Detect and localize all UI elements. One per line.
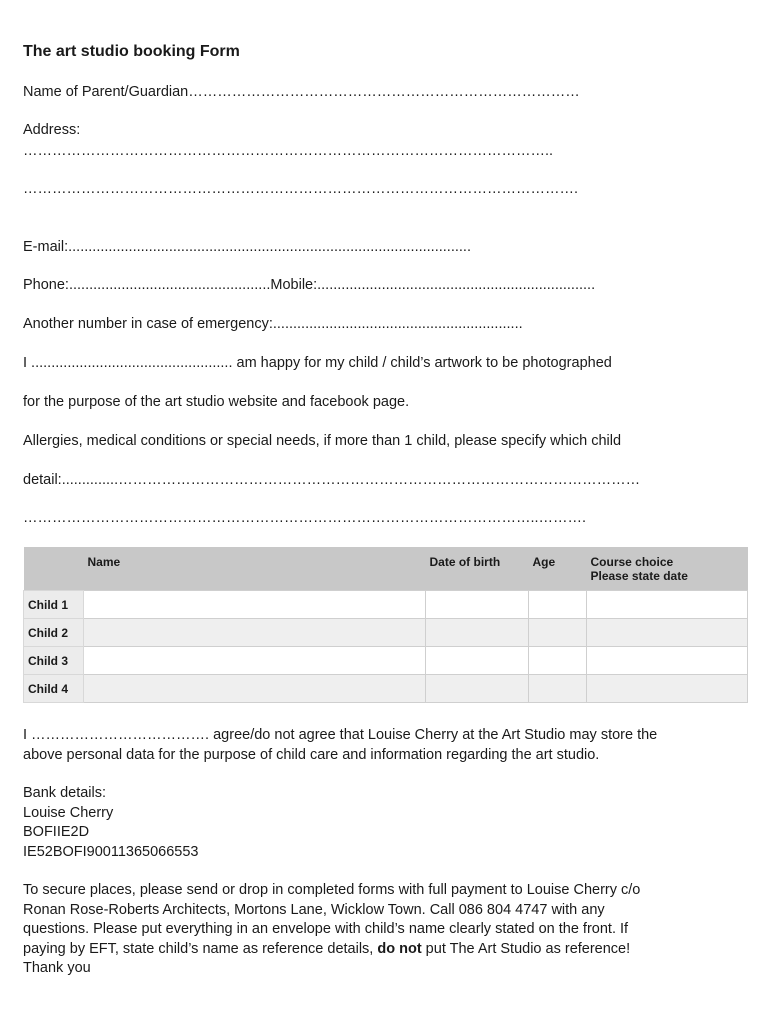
child-name-cell[interactable]: [84, 675, 426, 703]
address-line-1[interactable]: ………………………………………………………………………………………………..: [23, 143, 554, 159]
child-dob-cell[interactable]: [426, 675, 529, 703]
child-dob-cell[interactable]: [426, 591, 529, 619]
detail-field[interactable]: detail:..............………………………………………………………………………………………………: [23, 472, 641, 488]
child-course-cell[interactable]: [587, 591, 748, 619]
header-name: Name: [84, 547, 426, 591]
table-row: [24, 647, 748, 675]
child-age-cell[interactable]: [529, 619, 587, 647]
instructions-emphasis: do not: [377, 940, 422, 957]
header-course-line1: Course choice: [590, 555, 674, 569]
data-consent-line-2: above personal data for the purpose of child care and information regarding the art studio.: [23, 746, 600, 763]
row-label: Child 1: [24, 591, 84, 619]
instructions-line-1: To secure places, please send or drop in completed forms with full payment to Louise Cherry c/o: [23, 882, 641, 898]
child-course-cell[interactable]: [587, 675, 748, 703]
allergies-prompt: Allergies, medical conditions or special needs, if more than 1 child, please specify which child: [23, 433, 622, 449]
child-age-cell[interactable]: [529, 647, 587, 675]
instructions-line-3: questions. Please put everything in an envelope with child’s name clearly stated on the front. If: [23, 921, 629, 937]
address-line-2[interactable]: …………………………………………………………………………………………………….: [23, 181, 579, 197]
table-row: [24, 675, 748, 703]
child-name-cell[interactable]: [84, 647, 426, 675]
header-dob: Date of birth: [426, 547, 529, 591]
child-dob-cell[interactable]: [426, 619, 529, 647]
child-age-cell[interactable]: [529, 675, 587, 703]
bank-account-name: Louise Cherry: [23, 804, 114, 821]
submission-instructions: [23, 881, 753, 979]
photo-consent-purpose: for the purpose of the art studio website and facebook page.: [23, 394, 410, 410]
photo-consent-line[interactable]: I .................................................. am happy for my child / child’s artwork to be photographed: [23, 355, 612, 371]
table-header-row: [24, 547, 748, 591]
child-name-cell[interactable]: [84, 619, 426, 647]
data-consent-line-1[interactable]: I ………………………………. agree/do not agree that Louise Cherry at the Art Studio may store the: [23, 727, 658, 743]
row-label: Child 2: [24, 619, 84, 647]
address-label: Address:: [23, 122, 81, 138]
form-title: The art studio booking Form: [23, 43, 240, 60]
detail-field-line-2[interactable]: ……………………………………………………………………………………………..……….: [23, 510, 587, 526]
instructions-line-2: Ronan Rose-Roberts Architects, Mortons Lane, Wicklow Town. Call 086 804 4747 with any: [23, 901, 605, 918]
row-label: Child 3: [24, 647, 84, 675]
instructions-line-4-start: paying by EFT, state child’s name as reference details,: [23, 940, 378, 957]
child-name-cell[interactable]: [84, 591, 426, 619]
data-consent-paragraph: [23, 726, 753, 765]
instructions-line-4-end: put The Art Studio as reference!: [421, 940, 631, 957]
email-field[interactable]: E-mail:....................................................................................................: [23, 239, 471, 255]
child-age-cell[interactable]: [529, 591, 587, 619]
header-course-line2: Please state date: [590, 569, 688, 583]
thank-you: Thank you: [23, 960, 91, 976]
header-blank: [24, 547, 84, 591]
child-course-cell[interactable]: [587, 619, 748, 647]
parent-guardian-field[interactable]: Name of Parent/Guardian………………………………………………………………………: [23, 84, 580, 100]
header-course: [587, 547, 748, 591]
child-dob-cell[interactable]: [426, 647, 529, 675]
bank-details: [23, 784, 753, 862]
bank-iban: IE52BOFI90011365066553: [23, 843, 199, 860]
header-age: Age: [529, 547, 587, 591]
emergency-number-field[interactable]: Another number in case of emergency:..............................................................: [23, 316, 523, 332]
child-course-cell[interactable]: [587, 647, 748, 675]
children-table: [23, 547, 748, 703]
bank-heading: Bank details:: [23, 785, 107, 801]
table-row: [24, 619, 748, 647]
bank-bic: BOFIIE2D: [23, 824, 90, 840]
instructions-line-4: [23, 940, 753, 960]
row-label: Child 4: [24, 675, 84, 703]
table-row: [24, 591, 748, 619]
phone-mobile-field[interactable]: Phone:..................................................Mobile:.....................................................................: [23, 277, 596, 293]
